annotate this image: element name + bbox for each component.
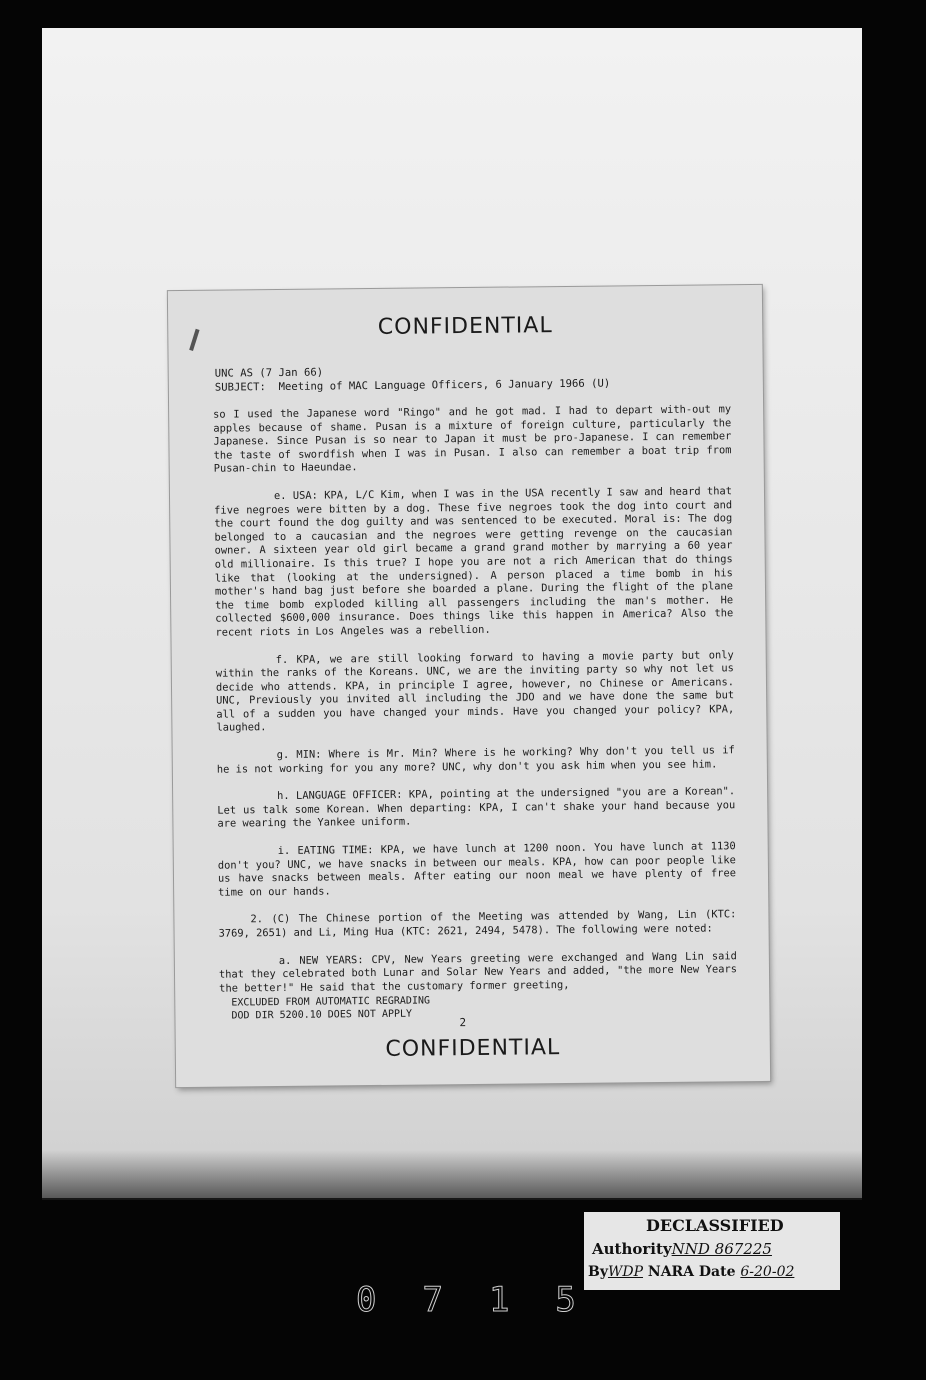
declassified-title: DECLASSIFIED bbox=[646, 1216, 784, 1235]
paragraph-2-chinese-portion: 2. (C) The Chinese portion of the Meeting was attended by Wang, Lin (KTC: 3769, 2651) and Li, Ming Hua (KTC: 2621, 2494, 5478). The following were noted: bbox=[218, 908, 737, 940]
excluded-line-1: EXCLUDED FROM AUTOMATIC REGRADING bbox=[231, 995, 431, 1009]
header-line-1: UNC AS (7 Jan 66) bbox=[214, 366, 324, 380]
by-value: WDP bbox=[607, 1264, 644, 1280]
document-body bbox=[213, 403, 737, 1010]
page-number: 2 bbox=[459, 1016, 467, 1030]
excluded-line-2: DOD DIR 5200.10 DOES NOT APPLY bbox=[231, 1008, 413, 1022]
nara-label: NARA Date bbox=[647, 1264, 736, 1280]
paragraph-h-language-officer: h. LANGUAGE OFFICER: KPA, pointing at the undersigned "you are a Korean". Let us talk some Korean. When departing: KPA, I can't shake your hand because you are wearing the Yankee uniform. bbox=[217, 785, 736, 831]
nara-date: 6-20-02 bbox=[740, 1264, 795, 1280]
by-label: By bbox=[588, 1264, 608, 1280]
declassified-stamp bbox=[584, 1212, 840, 1290]
paragraph-f-movie: f. KPA, we are still looking forward to having a movie party but only within the ranks of the Koreans. UNC, we are the inviting party so why not let us decide who attends. KPA, in principle I agree, however, no Chinese or Americans. UNC, Previously you invited all including the JDO and we have done the same but all of a sudden you have changed your minds. Have you changed your policy? KPA, laughed. bbox=[215, 648, 735, 735]
by-line bbox=[588, 1264, 794, 1280]
document-header bbox=[215, 363, 611, 395]
authority-line bbox=[592, 1240, 772, 1258]
paragraph-a-new-years: a. NEW YEARS: CPV, New Years greeting were exchanged and Wang Lin said that they celebrated both Lunar and Solar New Years and added, "the more New Years the better!" He said that the customary former greeting, bbox=[218, 949, 738, 995]
authority-label: Authority bbox=[592, 1240, 672, 1258]
classification-bottom: CONFIDENTIAL bbox=[385, 1035, 561, 1062]
paragraph-continuation: so I used the Japanese word "Ringo" and he got mad. I had to depart with-out my apples because of shame. Pusan is a mixture of foreign culture, particularly the Japanese. Since Pusan is so near to Japan it must be pro-Japanese. I can remember the taste of swordfish when I was in Pusan. I also can remember a boat trip from Pusan-chin to Haeundae. bbox=[213, 403, 732, 476]
excluded-notice bbox=[231, 994, 430, 1022]
document-page bbox=[168, 285, 770, 1087]
film-shadow bbox=[42, 1150, 862, 1200]
paragraph-g-min: g. MIN: Where is Mr. Min? Where is he working? Why don't you tell us if he is not working for you any more? UNC, why don't you ask him when you see him. bbox=[216, 744, 735, 776]
paragraph-e-usa: e. USA: KPA, L/C Kim, when I was in the USA recently I saw and heard that five negroes were bitten by a dog. These five negroes took the dog into court and the court found the dog guilty and was sentenced to be executed. Moral is: The dog belonged to a caucasian and the negroes were getting revenge on the caucasian owner. A sixteen year old girl became a grand grand mother by marrying a 60 year old millionaire. Is this true? I hope you are not a rich American that do things like that (looking at the undersigned). A person placed a time bomb in his mother's hand bag just before she boarded a plane. During the flight of the plane the time bomb exploded killing all passengers including the man's mother. He collected $600,000 insurance. Does things like this happen in America? Also the recent riots in Los Angeles was a rebellion. bbox=[214, 485, 734, 639]
header-line-2: SUBJECT: Meeting of MAC Language Officers, 6 January 1966 (U) bbox=[214, 377, 611, 394]
classification-top: CONFIDENTIAL bbox=[377, 313, 553, 340]
authority-value: NND 867225 bbox=[671, 1240, 772, 1258]
frame-number: 0715 bbox=[356, 1280, 622, 1320]
paragraph-i-eating-time: i. EATING TIME: KPA, we have lunch at 1200 noon. You have lunch at 1130 don't you? UNC, we have snacks in between our meals. KPA, how can poor people like us have snacks between meals. After eating our noon meal we have plenty of free time on our hands. bbox=[217, 840, 737, 899]
